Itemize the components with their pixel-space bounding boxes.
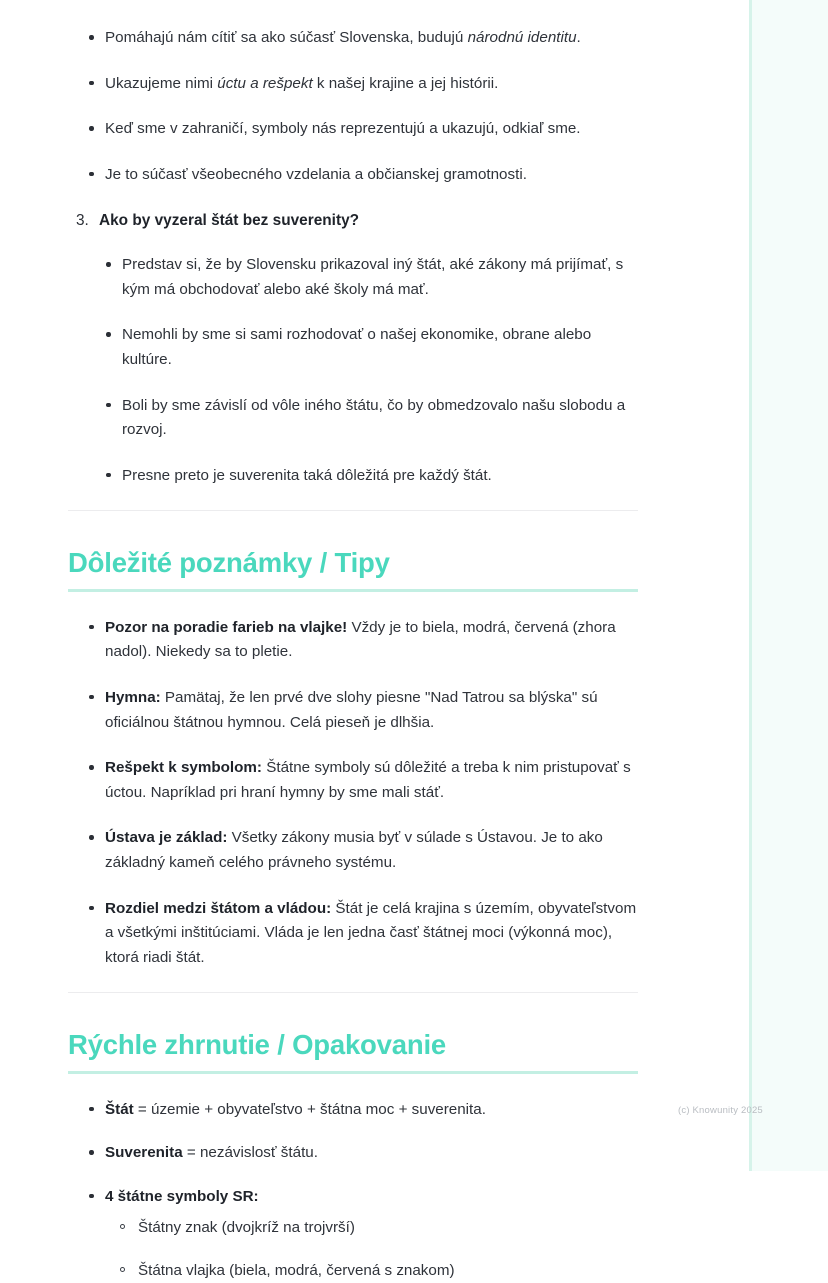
list-item xyxy=(85,323,638,372)
bullet-lead-in: Ústava je základ: xyxy=(105,829,228,847)
section-summary-title: Rýchle zhrnutie / Opakovanie xyxy=(68,1028,446,1060)
numbered-heading-3 xyxy=(68,209,638,234)
list-item xyxy=(68,163,638,188)
section-tips-title: Dôležité poznámky / Tipy xyxy=(68,546,390,578)
list-item xyxy=(68,1185,638,1283)
bullet-lead-in: Rešpekt k symbolom: xyxy=(105,759,262,777)
right-margin-panel xyxy=(752,0,828,1171)
list-item xyxy=(85,464,638,489)
list-item xyxy=(85,394,638,443)
section-summary-title-rule xyxy=(68,1071,638,1074)
list-item xyxy=(85,253,638,302)
bullet-lead-in: Suverenita xyxy=(105,1144,183,1162)
sub-bullet-list xyxy=(105,1216,638,1283)
bullet-lead-in: Pozor na poradie farieb na vlajke! xyxy=(105,618,348,636)
list-item xyxy=(68,756,638,805)
bullet-text: Všetky zákony musia byť v súlade s Ústavou. Je to ako základný kameň celého právneho systému. xyxy=(105,829,603,872)
emphasised-term: národnú identitu xyxy=(467,29,577,46)
list-item xyxy=(68,826,638,875)
list-item xyxy=(68,117,638,142)
tips-bullet-list xyxy=(68,616,638,971)
numbered-heading-number: 3. xyxy=(76,211,89,229)
bullet-text: = nezávislosť štátu. xyxy=(182,1144,318,1162)
bullet-text: Presne preto je suverenita taká dôležitá pre každý štát. xyxy=(122,466,492,484)
emphasised-term: úctu a rešpekt xyxy=(217,74,313,92)
bullet-text: Je to súčasť všeobecného vzdelania a občianskej gramotnosti. xyxy=(105,165,527,183)
section-divider-summary xyxy=(68,992,638,993)
list-item xyxy=(68,686,638,735)
bullet-lead-in: Rozdiel medzi štátom a vládou: xyxy=(105,899,332,917)
section-divider-tips xyxy=(68,510,638,511)
list-item xyxy=(68,616,638,665)
bullet-text: Ukazujeme nimi xyxy=(105,74,218,92)
bullet-lead-in: 4 štátne symboly SR: xyxy=(105,1187,259,1205)
bullet-text: Predstav si, že by Slovensku prikazoval iný štát, aké zákony má prijímať, s kým má obchodovať alebo aké školy má mať. xyxy=(122,256,624,298)
list-item xyxy=(68,72,638,97)
section-tips xyxy=(68,547,638,971)
list-item xyxy=(68,1098,638,1123)
summary-bullet-list xyxy=(68,1098,638,1283)
numbered-heading-text: Ako by vyzeral štát bez suverenity? xyxy=(99,211,360,229)
bullet-text: = územie + obyvateľstvo + štátna moc + suverenita. xyxy=(133,1100,486,1118)
sub-list-item xyxy=(105,1259,638,1283)
bullet-text: Pamätaj, že len prvé dve slohy piesne "Nad Tatrou sa blýska" sú oficiálnou štátnou hymnou. Celá pieseň je dlhšia. xyxy=(105,688,598,731)
section-summary xyxy=(68,1029,638,1283)
bullet-lead-in: Hymna: xyxy=(105,688,161,706)
numbered-item-bullet-list xyxy=(68,253,638,488)
bullet-text: Nemohli by sme si sami rozhodovať o našej ekonomike, obrane alebo kultúre. xyxy=(122,326,592,369)
bullet-text: Štátny znak (dvojkríž na trojvrší) xyxy=(138,1218,355,1236)
copyright-watermark: (c) Knowunity 2025 xyxy=(678,1105,763,1116)
intro-bullet-list xyxy=(68,26,638,188)
list-item xyxy=(68,26,638,51)
list-item xyxy=(68,1141,638,1166)
bullet-text: . xyxy=(576,29,581,46)
bullet-text: Keď sme v zahraničí, symboly nás reprezentujú a ukazujú, odkiaľ sme. xyxy=(105,120,581,138)
bullet-text: Boli by sme závislí od vôle iného štátu, čo by obmedzovalo našu slobodu a rozvoj. xyxy=(122,396,626,439)
bullet-text: k našej krajine a jej histórii. xyxy=(312,74,499,92)
section-tips-title-rule xyxy=(68,589,638,592)
sub-list-item xyxy=(105,1216,638,1240)
bullet-lead-in: Štát xyxy=(105,1100,134,1118)
bullet-text: Štátne symboly sú dôležité a treba k nim pristupovať s úctou. Napríklad pri hraní hymny by sme mali stáť. xyxy=(105,759,631,801)
bullet-text: Štátna vlajka (biela, modrá, červená s znakom) xyxy=(138,1261,455,1279)
list-item xyxy=(68,897,638,971)
bullet-text: Pomáhajú nám cítiť sa ako súčasť Slovenska, budujú xyxy=(105,29,468,46)
bullet-text: Vždy je to biela, modrá, červená (zhora nadol). Niekedy sa to pletie. xyxy=(105,618,616,661)
bullet-text: Štát je celá krajina s územím, obyvateľstvom a všetkými inštitúciami. Vláda je len jedna časť štátnej moci (výkonná moc), ktorá riadi štát. xyxy=(105,899,637,966)
